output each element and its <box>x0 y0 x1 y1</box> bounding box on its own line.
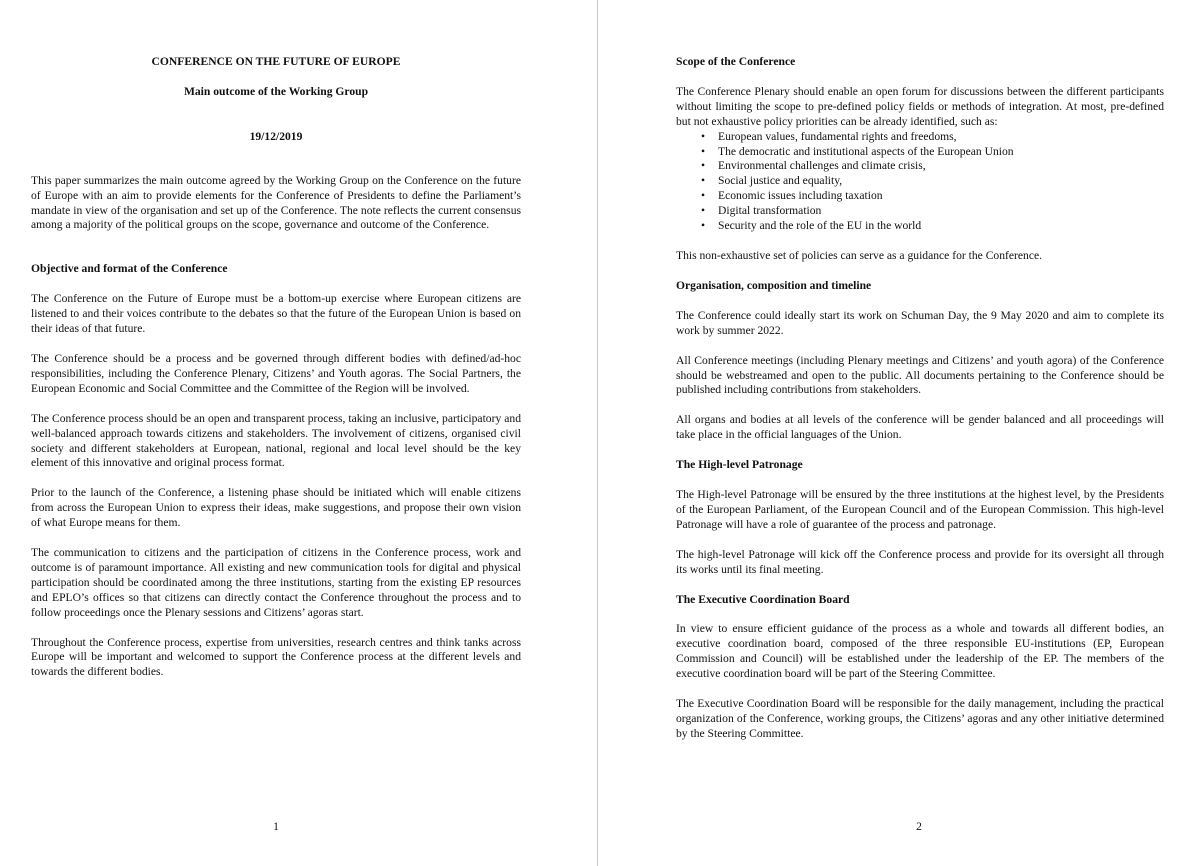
heading-organisation: Organisation, composition and timeline <box>676 278 872 292</box>
list-item-text: Social justice and equality, <box>718 174 843 188</box>
bullet-icon: • <box>701 174 706 188</box>
list-item <box>676 130 1164 145</box>
list-item-text: Environmental challenges and climate crisis, <box>718 159 926 173</box>
bullet-icon: • <box>701 204 706 218</box>
list-item-text: European values, fundamental rights and freedoms, <box>718 129 957 143</box>
organisation-paragraph-1: The Conference could ideally start its work on Schuman Day, the 9 May 2020 and aim to complete its work by summer 2022. <box>676 308 1164 337</box>
patronage-paragraph-1: The High-level Patronage will be ensured by the three institutions at the highest level, by the Presidents of the European Parliament, of the European Council and of the European Commission. This high-level Patronage will have a role of guarantee of the process and patronage. <box>676 488 1164 531</box>
list-item-text: Security and the role of the EU in the world <box>718 219 922 233</box>
list-item <box>676 174 1164 189</box>
organisation-paragraph-2: All Conference meetings (including Plenary meetings and Citizens’ and youth agora) of the Conference should be webstreamed and open to the public. All documents pertaining to the Conference should be published including contributions from stakeholders. <box>676 353 1164 397</box>
scope-closing-paragraph: This non-exhaustive set of policies can serve as a guidance for the Conference. <box>676 248 1043 262</box>
document-page-2 <box>599 0 1200 866</box>
page-divider <box>597 0 598 866</box>
document-subtitle: Main outcome of the Working Group <box>183 84 369 98</box>
list-item-text: Digital transformation <box>718 204 822 218</box>
patronage-paragraph-2: The high-level Patronage will kick off the Conference process and provide for its oversight all through its works until its final meeting. <box>676 547 1164 576</box>
heading-objective-format: Objective and format of the Conference <box>31 262 228 276</box>
document-date: 19/12/2019 <box>249 129 303 143</box>
list-item-text: Economic issues including taxation <box>718 189 883 203</box>
board-paragraph-2: The Executive Coordination Board will be responsible for the daily management, including the practical organization of the Conference, working groups, the Citizens’ agoras and any other initiative determined by the Steering Committee. <box>676 697 1164 740</box>
list-item <box>676 204 1164 219</box>
page-1-content <box>31 55 521 680</box>
bullet-icon: • <box>701 219 706 233</box>
objective-paragraph-3: The Conference process should be an open and transparent process, taking an inclusive, participatory and well-balanced approach towards citizens and stakeholders. The involvement of citizens, organised civil society and different stakeholders at European, national, regional and local level should be the key element of this innovative and original process format. <box>31 411 521 470</box>
organisation-paragraph-3: All organs and bodies at all levels of the conference will be gender balanced and all proceedings will take place in the official languages of the Union. <box>676 413 1164 442</box>
list-item <box>676 145 1164 160</box>
objective-paragraph-6: Throughout the Conference process, expertise from universities, research centres and think tanks across Europe will be important and welcomed to support the Conference process at the different levels and towards the different bodies. <box>31 635 521 679</box>
list-item <box>676 159 1164 174</box>
board-paragraph-1: In view to ensure efficient guidance of the process as a whole and towards all different bodies, an executive coordination board, composed of the three responsible EU-institutions (EP, European Commission and Council) will be established under the leadership of the EP. The members of the executive coordination board will be part of the Steering Committee. <box>676 622 1164 681</box>
list-item <box>676 219 1164 234</box>
document-page-1 <box>0 0 597 866</box>
bullet-icon: • <box>701 144 706 158</box>
page-number-2: 2 <box>916 820 922 833</box>
list-item-text: The democratic and institutional aspects of the European Union <box>718 144 1014 158</box>
heading-executive-board: The Executive Coordination Board <box>676 592 850 606</box>
heading-patronage: The High-level Patronage <box>676 458 803 472</box>
document-title: CONFERENCE ON THE FUTURE OF EUROPE <box>151 55 401 68</box>
page-number-1: 1 <box>273 820 279 833</box>
objective-paragraph-1: The Conference on the Future of Europe must be a bottom-up exercise where European citizens are listened to and their voices contribute to the debates so that the future of the European Union is based on their ideas of that future. <box>31 292 521 336</box>
objective-paragraph-4: Prior to the launch of the Conference, a listening phase should be initiated which will enable citizens from across the European Union to express their ideas, make suggestions, and propose their own vision of what Europe means for them. <box>31 486 521 530</box>
policy-priorities-list <box>676 130 1164 234</box>
objective-paragraph-5: The communication to citizens and the participation of citizens in the Conference process, work and outcome is of paramount importance. All existing and new communication tools for digital and physical participation should be coordinated among the three institutions, starting from the existing EP resources and EPLO’s offices so that citizens can directly contact the Conference throughout the process and to follow proceedings once the Plenary sessions and Citizens’ agoras start. <box>31 546 521 619</box>
bullet-icon: • <box>701 159 706 173</box>
list-item <box>676 189 1164 204</box>
intro-paragraph: This paper summarizes the main outcome agreed by the Working Group on the Conference on the future of Europe with an aim to provide elements for the Conference of Presidents to define the Parliament’s mandate in view of the organisation and set up of the Conference. The note reflects the current consensus among a majority of the political groups on the scope, governance and outcome of the Conference. <box>31 173 521 232</box>
page-2-content <box>676 55 1164 742</box>
bullet-icon: • <box>701 189 706 203</box>
objective-paragraph-2: The Conference should be a process and be governed through different bodies with defined/ad-hoc responsibilities, including the Conference Plenary, Citizens’ and Youth agoras. The Social Partners, the European Economic and Social Committee and the Committee of the Region will be involved. <box>31 351 521 395</box>
bullet-icon: • <box>701 129 706 143</box>
heading-scope: Scope of the Conference <box>676 55 796 68</box>
scope-paragraph: The Conference Plenary should enable an open forum for discussions between the different participants without limiting the scope to pre-defined policy fields or methods of integration. At most, pre-defined but not exhaustive policy priorities can be already identified, such as: <box>676 84 1164 128</box>
